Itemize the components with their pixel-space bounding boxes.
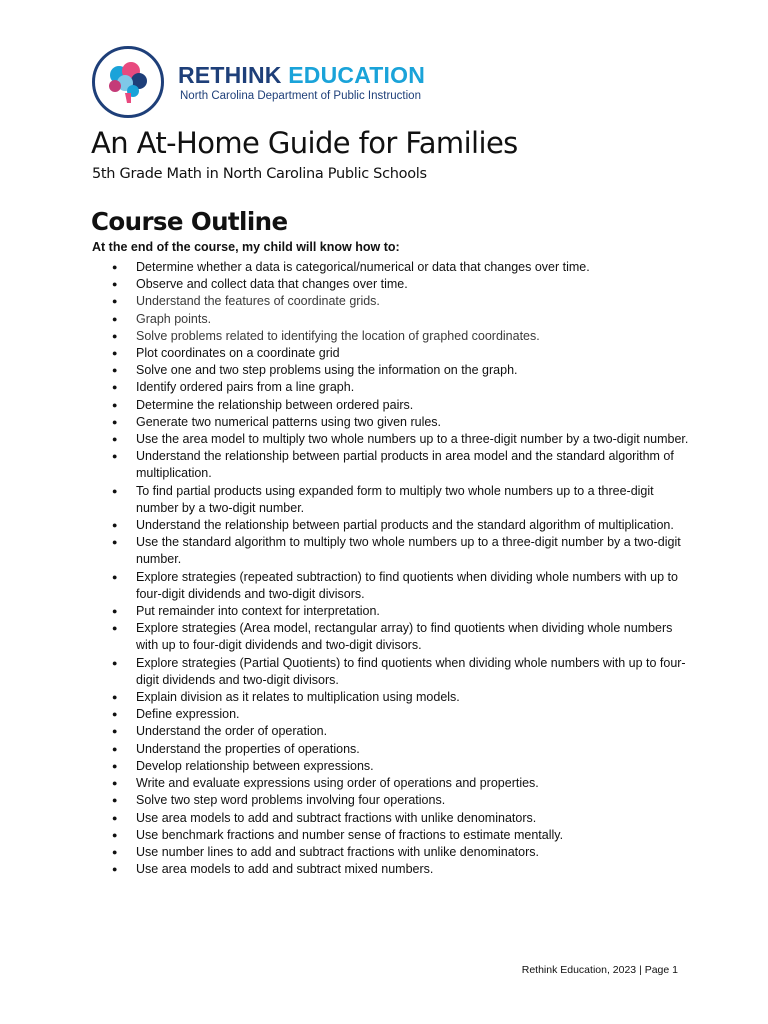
section-intro: At the end of the course, my child will know how to: bbox=[92, 240, 400, 254]
list-item: ● Understand the properties of operations. bbox=[92, 741, 692, 758]
logo-title bbox=[178, 62, 425, 89]
list-item: ● Understand the relationship between partial products and the standard algorithm of multiplication. bbox=[92, 517, 692, 534]
logo-word-rethink: RETHINK bbox=[178, 62, 282, 88]
brain-icon bbox=[92, 46, 164, 118]
page-footer: Rethink Education, 2023 | Page 1 bbox=[521, 964, 678, 976]
list-item: ● Understand the features of coordinate grids. bbox=[92, 293, 692, 310]
list-item: ● Observe and collect data that changes over time. bbox=[92, 276, 692, 293]
list-item: ● Understand the order of operation. bbox=[92, 723, 692, 740]
course-outline-list bbox=[92, 259, 692, 878]
list-item: ● Plot coordinates on a coordinate grid bbox=[92, 345, 692, 362]
list-item: ● Use benchmark fractions and number sense of fractions to estimate mentally. bbox=[92, 827, 692, 844]
list-item: ● Use number lines to add and subtract fractions with unlike denominators. bbox=[92, 844, 692, 861]
list-item: ● Develop relationship between expressions. bbox=[92, 758, 692, 775]
logo-subtitle: North Carolina Department of Public Instruction bbox=[180, 90, 421, 102]
list-item: ● Graph points. bbox=[92, 311, 692, 328]
list-item: ● Solve two step word problems involving four operations. bbox=[92, 792, 692, 809]
page-title: An At-Home Guide for Families bbox=[91, 126, 518, 160]
list-item: ● Explain division as it relates to multiplication using models. bbox=[92, 689, 692, 706]
list-item: ● Write and evaluate expressions using order of operations and properties. bbox=[92, 775, 692, 792]
logo-word-education: EDUCATION bbox=[288, 62, 426, 88]
list-item: ● Determine the relationship between ordered pairs. bbox=[92, 397, 692, 414]
logo bbox=[92, 46, 432, 121]
list-item: ● Solve problems related to identifying the location of graphed coordinates. bbox=[92, 328, 692, 345]
list-item: ● Explore strategies (repeated subtraction) to find quotients when dividing whole numbers with up to four-digit dividends and two-digit divisors. bbox=[92, 569, 692, 603]
list-item: ● Define expression. bbox=[92, 706, 692, 723]
list-item: ● Use the standard algorithm to multiply two whole numbers up to a three-digit number by a two-digit number. bbox=[92, 534, 692, 568]
list-item: ● To find partial products using expanded form to multiply two whole numbers up to a three-digit number by a two-digit number. bbox=[92, 483, 692, 517]
list-item: ● Use the area model to multiply two whole numbers up to a three-digit number by a two-digit number. bbox=[92, 431, 692, 448]
list-item: ● Put remainder into context for interpretation. bbox=[92, 603, 692, 620]
section-title: Course Outline bbox=[91, 207, 288, 236]
list-item: ● Explore strategies (Area model, rectangular array) to find quotients when dividing whole numbers with up to four-digit dividends and two-digit divisors. bbox=[92, 620, 692, 654]
list-item: ● Solve one and two step problems using the information on the graph. bbox=[92, 362, 692, 379]
list-item: ● Generate two numerical patterns using two given rules. bbox=[92, 414, 692, 431]
page-subtitle: 5th Grade Math in North Carolina Public Schools bbox=[92, 166, 427, 182]
list-item: ● Use area models to add and subtract fractions with unlike denominators. bbox=[92, 810, 692, 827]
list-item: ● Use area models to add and subtract mixed numbers. bbox=[92, 861, 692, 878]
list-item: ● Determine whether a data is categorical/numerical or data that changes over time. bbox=[92, 259, 692, 276]
list-item: ● Identify ordered pairs from a line graph. bbox=[92, 379, 692, 396]
list-item: ● Explore strategies (Partial Quotients) to find quotients when dividing whole numbers with up to four-digit dividends and two-digit divisors. bbox=[92, 655, 692, 689]
list-item: ● Understand the relationship between partial products in area model and the standard algorithm of multiplication. bbox=[92, 448, 692, 482]
